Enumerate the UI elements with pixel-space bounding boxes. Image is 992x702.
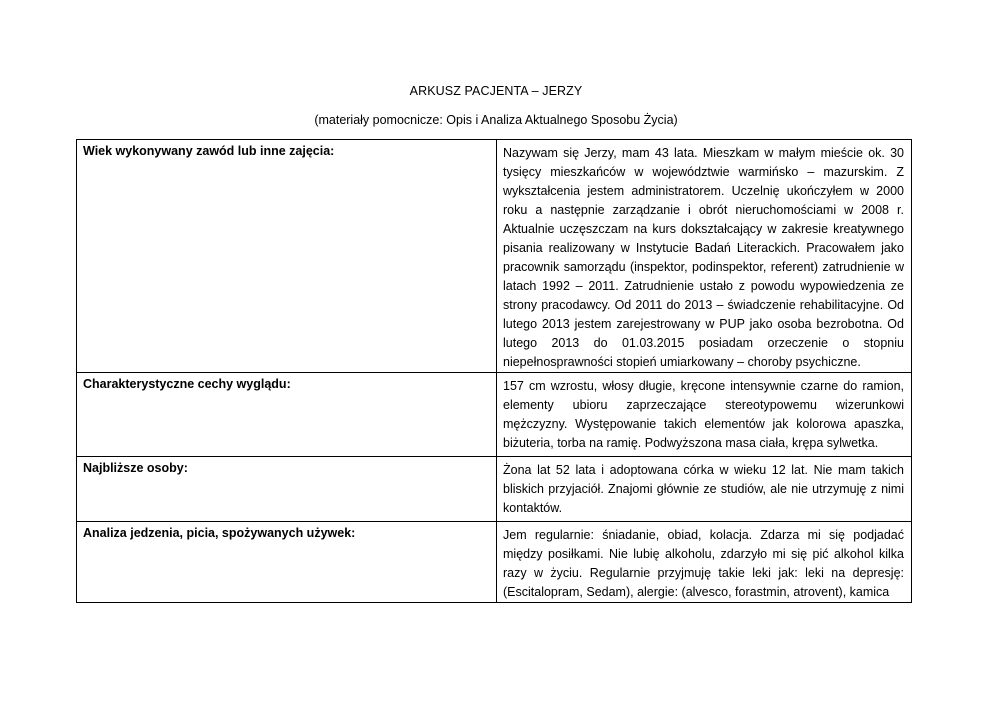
table-row [77,522,912,603]
document-title: ARKUSZ PACJENTA – JERZY [409,84,583,98]
row-label-appearance: Charakterystyczne cechy wyglądu: [77,373,497,457]
document-subtitle: (materiały pomocnicze: Opis i Analiza Aktualnego Sposobu Życia) [314,113,678,127]
row-label-occupation: Wiek wykonywany zawód lub inne zajęcia: [77,140,497,373]
patient-sheet-table [76,139,912,603]
table-row [77,457,912,522]
row-value-diet [497,522,912,603]
row-value-occupation: Nazywam się Jerzy, mam 43 lata. Mieszkam w małym mieście ok. 30 tysięcy mieszkańców w województwie warmińsko – mazurskim. Z wykształcenia jestem administratorem. Uczelnię ukończyłem w 2000 roku a następnie zarządzanie i obrót nieruchomościami w 2008 r. Aktualnie uczęszczam na kurs dokształcający w zakresie kreatywnego pisania realizowany w Instytucie Badań Literackich. Pracowałem jako pracownik samorządu (inspektor, podinspektor, referent) zatrudnienie w latach 1992 – 2011. Zatrudnienie ustało z powodu wypowiedzenia ze strony pracodawcy. Od 2011 do 2013 – świadczenie rehabilitacyjne. Od lutego 2013 jestem zarejestrowany w PUP jako osoba bezrobotna. Od lutego 2013 do 01.03.2015 posiadam orzeczenie o stopniu niepełnosprawności stopień umiarkowany – choroby psychiczne. [497,140,912,373]
row-value-diet-text: Jem regularnie: śniadanie, obiad, kolacja. Zdarza mi się podjadać między posiłkami. Nie lubię alkoholu, zdarzyło mi się pić alkohol kilka razy w życiu. Regularnie przyjmuję takie leki jak: leki na depresję: (Escitalopram, Sedam), alergie: (alvesco, forastmin, atrovent), kamica [503,528,904,599]
row-value-appearance: 157 cm wzrostu, włosy długie, kręcone intensywnie czarne do ramion, elementy ubioru zaprzeczające stereotypowemu wizerunkowi mężczyzny. Występowanie takich elementów jak kolorowa apaszka, biżuteria, torba na ramię. Podwyższona masa ciała, krępa sylwetka. [497,373,912,457]
table-row [77,373,912,457]
row-value-closest-people: Żona lat 52 lata i adoptowana córka w wieku 12 lat. Nie mam takich bliskich przyjaciół. Znajomi głównie ze studiów, ale nie utrzymuję z nimi kontaktów. [497,457,912,522]
table-row [77,140,912,373]
row-label-diet: Analiza jedzenia, picia, spożywanych używek: [77,522,497,603]
row-label-closest-people: Najbliższe osoby: [77,457,497,522]
